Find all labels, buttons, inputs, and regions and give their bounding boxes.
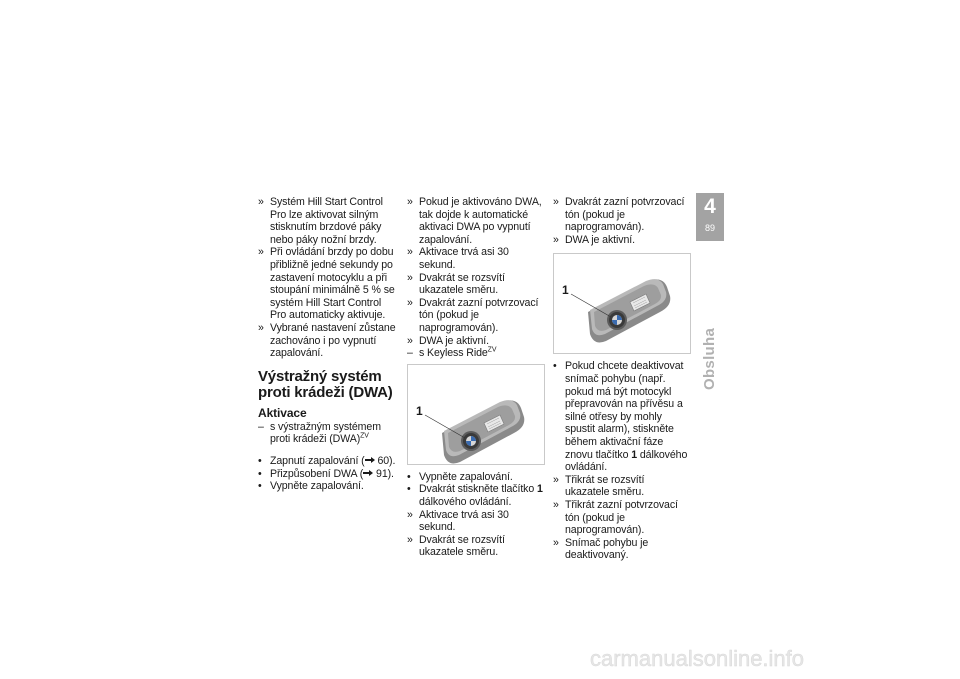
- list-item: • Vypněte zapalování.: [407, 470, 513, 483]
- key-fob-illustration: [554, 254, 692, 355]
- list-item: » Vybrané nastavení zůstane zachováno i po vypnutí zapalování.: [258, 321, 396, 360]
- page-reference-arrow-icon: [365, 457, 375, 463]
- result-list-1: [258, 196, 396, 360]
- list-item: • Zapnutí zapalování ( 60).: [258, 454, 396, 467]
- callout-label: 1: [416, 403, 423, 418]
- column-1: [258, 196, 396, 493]
- result-list-3b: [553, 474, 689, 562]
- page-number: 89: [704, 223, 715, 233]
- result-list-2: [407, 196, 545, 360]
- step-list-1: [258, 455, 396, 493]
- page-reference[interactable]: 91: [376, 467, 388, 480]
- column-2: [407, 196, 545, 559]
- section-title: Výstražný systém proti krádeži (DWA): [258, 367, 393, 401]
- list-item: » Dvakrát se rozsvítí ukazatele směru.: [407, 533, 505, 559]
- result-list-3: [553, 196, 689, 246]
- key-fob-figure: [407, 364, 545, 465]
- chapter-number: 4: [704, 195, 716, 218]
- condition-list: [258, 421, 396, 446]
- list-item: » DWA je aktivní.: [553, 233, 635, 246]
- list-item: » Dvakrát se rozsvítí ukazatele směru.: [407, 271, 505, 297]
- list-item: » Pokud je aktivováno DWA, tak dojde k automatické aktivaci DWA po vypnutí zapalování.: [407, 196, 542, 246]
- list-item: » Třikrát zazní potvrzovací tón (pokud je naprogramován).: [553, 498, 678, 537]
- list-item: » Systém Hill Start Control Pro lze aktivovat silným stisknutím brzdové páky nebo páky nožní brzdy.: [258, 196, 383, 246]
- list-item: » DWA je aktivní.: [407, 334, 489, 347]
- list-item: » Dvakrát zazní potvrzovací tón (pokud je naprogramován).: [553, 196, 685, 234]
- page-reference-arrow-icon: [363, 470, 373, 476]
- list-item: – s výstražným systémem proti krádeži (DWA)$^{ZV}$: [258, 420, 381, 446]
- list-item: – s Keyless Ride$^{ZV}$: [407, 346, 497, 360]
- list-item: » Dvakrát zazní potvrzovací tón (pokud je naprogramován).: [407, 296, 539, 334]
- chapter-title: [697, 327, 723, 450]
- watermark-text: carmanualsonline.info: [590, 646, 805, 671]
- list-item: » Třikrát se rozsvítí ukazatele směru.: [553, 473, 645, 499]
- column-3: [553, 196, 689, 562]
- key-fob-figure: [553, 253, 691, 354]
- list-item: • Dvakrát stiskněte tlačítko 1 dálkového ovládání.: [407, 483, 543, 508]
- chapter-title-text: Obsluha: [701, 327, 718, 390]
- watermark-logo: [590, 646, 930, 672]
- key-fob-illustration: [408, 365, 546, 466]
- list-item: • Přizpůsobení DWA ( 91).: [258, 467, 394, 480]
- chapter-tab: [696, 193, 724, 241]
- subsection-title: Aktivace: [258, 405, 307, 420]
- list-item: » Aktivace trvá asi 30 sekund.: [407, 246, 509, 271]
- list-item: • Pokud chcete deaktivovat snímač pohybu (např. pokud má být motocykl přepravován na přívěsu a silné otřesy by mohly spustit alarm), stiskněte během aktivační fáze znovu tlačítko 1 dálkového ovládání.: [553, 360, 688, 474]
- list-item: » Aktivace trvá asi 30 sekund.: [407, 508, 509, 534]
- result-list-2b: [407, 509, 545, 559]
- step-list-3: [553, 360, 689, 473]
- step-list-2: [407, 471, 545, 509]
- list-item: » Při ovládání brzdy po dobu přibližně jedné sekundy po zastavení motocyklu a při stoupání minimálně 5 % se systém Hill Start Control Pro automaticky aktivuje.: [258, 246, 395, 322]
- list-item: • Vypněte zapalování.: [258, 480, 364, 493]
- page-reference[interactable]: 60: [377, 454, 390, 467]
- list-item: » Snímač pohybu je deaktivovaný.: [553, 536, 649, 562]
- callout-label: 1: [562, 283, 569, 298]
